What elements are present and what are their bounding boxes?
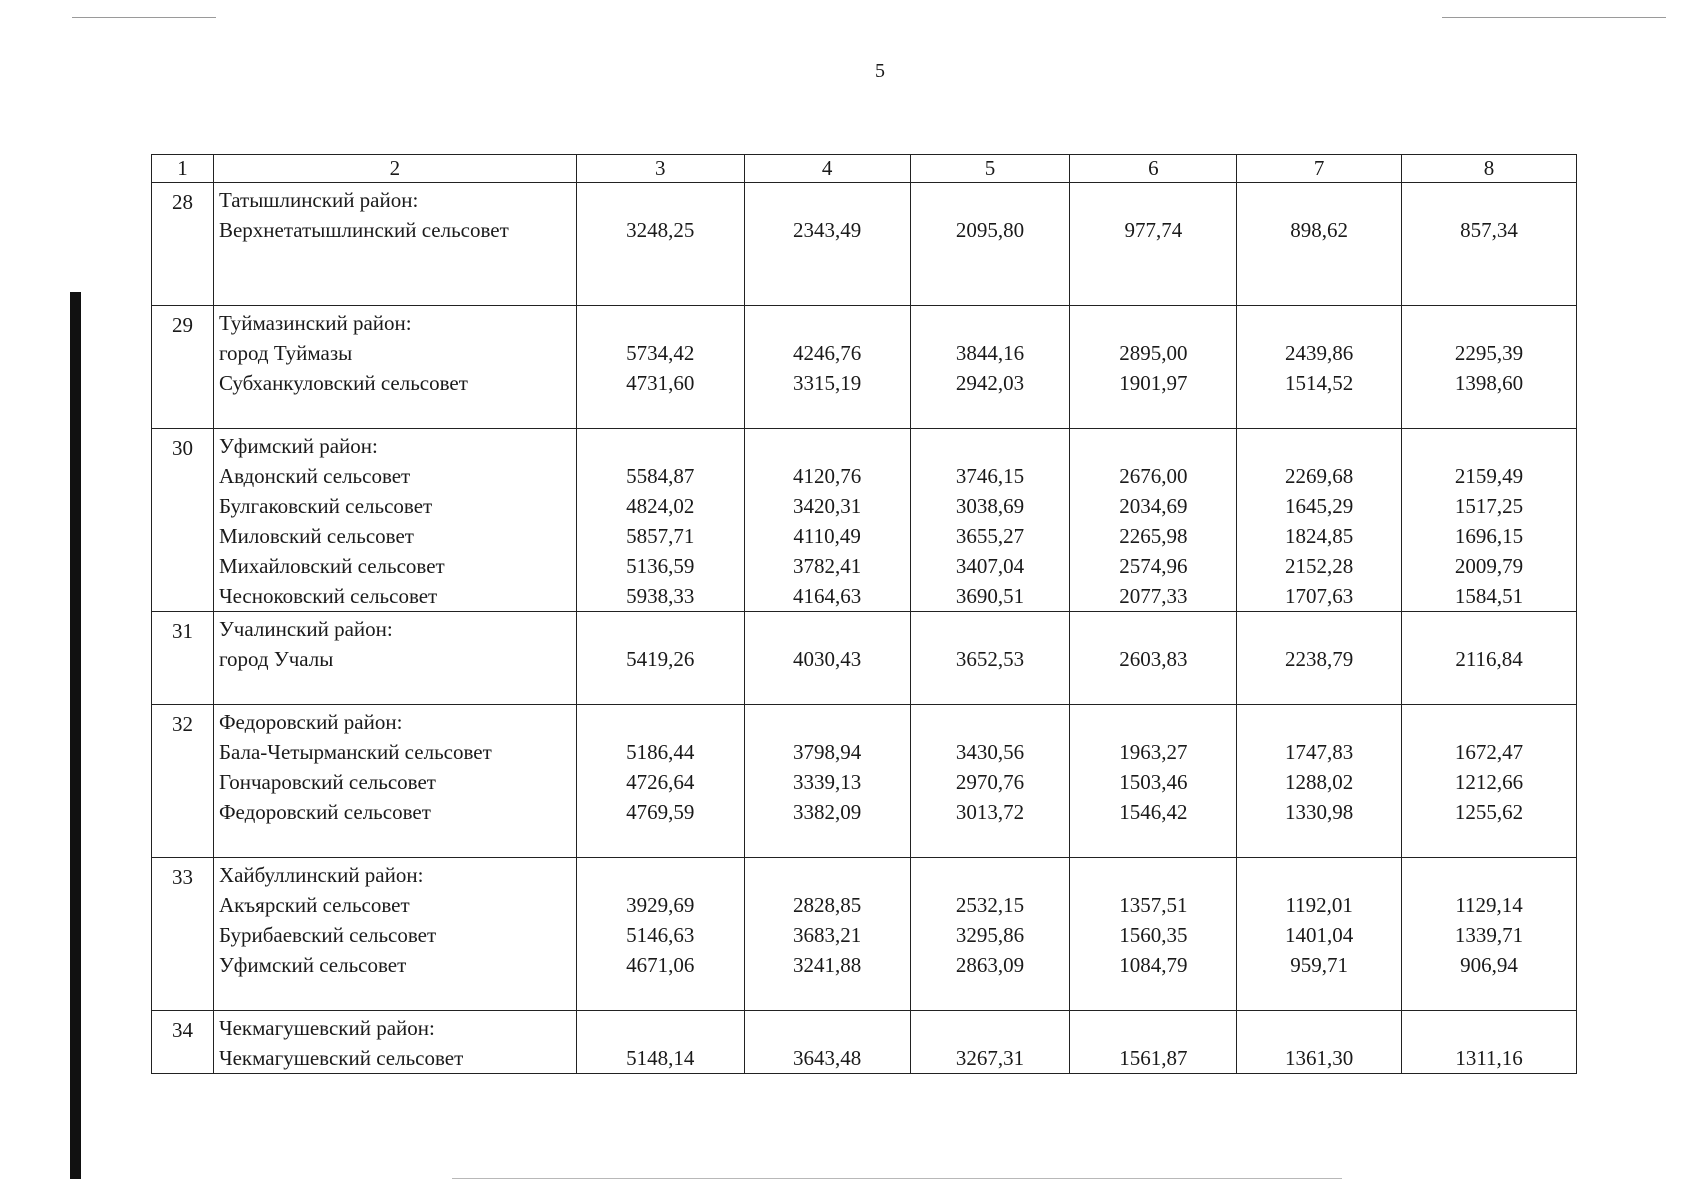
value-column-5-cell: [910, 429, 1070, 612]
numeric-value: 2269,68: [1285, 464, 1354, 488]
numeric-value: 3655,27: [955, 524, 1025, 548]
numeric-value: 2295,39: [1454, 341, 1524, 365]
numeric-value: 2116,84: [1455, 647, 1523, 671]
numeric-value: 2265,98: [1119, 524, 1188, 548]
numeric-value: 3295,86: [955, 923, 1025, 947]
spacer-line: [911, 185, 1070, 215]
value-column-6-cell: [1070, 429, 1237, 612]
value-column-3-cell: [576, 858, 744, 1011]
settlement-name: Федоровский сельсовет: [218, 800, 431, 824]
row-number: 28: [152, 183, 214, 306]
numeric-value: 3782,41: [792, 554, 862, 578]
spacer-line: [219, 245, 572, 275]
row-number: 34: [152, 1011, 214, 1074]
value-column-7-cell: [1237, 705, 1402, 858]
settlement-name: Чесноковский сельсовет: [218, 584, 438, 608]
value-column-8-cell: [1402, 429, 1577, 612]
value-column-4-cell: [744, 1011, 910, 1074]
numeric-value: 1212,66: [1454, 770, 1524, 794]
numeric-value: 1255,62: [1454, 800, 1524, 824]
settlement-name: Чекмагушевский сельсовет: [218, 1046, 464, 1070]
numeric-value: 1361,30: [1285, 1046, 1354, 1070]
district-name: Хайбуллинский район:: [218, 863, 424, 887]
numeric-value: 2532,15: [955, 893, 1025, 917]
settlement-name: город Туймазы: [218, 341, 353, 365]
district-name: Учалинский район:: [218, 617, 393, 641]
numeric-value: 4731,60: [626, 371, 695, 395]
spacer-line: [745, 1013, 910, 1043]
numeric-value: 3690,51: [955, 584, 1025, 608]
numeric-value: 1963,27: [1119, 740, 1188, 764]
numeric-value: 1546,42: [1119, 800, 1188, 824]
value-column-7-cell: [1237, 306, 1402, 429]
numeric-value: 2676,00: [1119, 464, 1188, 488]
settlement-name: Уфимский сельсовет: [218, 953, 407, 977]
settlement-name: Бала-Четырманский сельсовет: [218, 740, 492, 764]
value-column-6-cell: [1070, 183, 1237, 306]
numeric-value: 1398,60: [1454, 371, 1524, 395]
top-left-rule: [72, 17, 216, 18]
numeric-value: 1696,15: [1454, 524, 1524, 548]
numeric-value: 4769,59: [626, 800, 695, 824]
spacer-line: [911, 308, 1070, 338]
numeric-value: 4164,63: [792, 584, 862, 608]
numeric-value: 1339,71: [1454, 923, 1524, 947]
settlement-name: Субханкуловский сельсовет: [218, 371, 468, 395]
scan-edge-bar: [70, 292, 81, 1179]
numeric-value: 2095,80: [955, 218, 1025, 242]
numeric-value: 3013,72: [955, 800, 1025, 824]
row-number: 33: [152, 858, 214, 1011]
territory-names-cell: [213, 429, 576, 612]
numeric-value: 3382,09: [792, 800, 862, 824]
numeric-value: 2942,03: [955, 371, 1025, 395]
value-column-3-cell: [576, 1011, 744, 1074]
spacer-line: [745, 431, 910, 461]
numeric-value: 1901,97: [1119, 371, 1188, 395]
numeric-value: 2034,69: [1119, 494, 1188, 518]
numeric-value: 2574,96: [1119, 554, 1188, 578]
column-number: 5: [910, 155, 1070, 183]
spacer-line: [219, 674, 572, 704]
settlement-name: Булгаковский сельсовет: [218, 494, 433, 518]
numeric-value: 4120,76: [792, 464, 862, 488]
value-column-7-cell: [1237, 429, 1402, 612]
numeric-value: 3241,88: [792, 953, 862, 977]
settlement-name: Акъярский сельсовет: [218, 893, 410, 917]
numeric-value: 1517,25: [1454, 494, 1524, 518]
spacer-line: [1402, 614, 1576, 644]
spacer-line: [1237, 860, 1401, 890]
spacer-line: [1237, 185, 1401, 215]
value-column-3-cell: [576, 429, 744, 612]
numeric-value: 5857,71: [626, 524, 695, 548]
numeric-value: 1824,85: [1285, 524, 1354, 548]
numeric-value: 2603,83: [1119, 647, 1188, 671]
district-name: Татышлинский район:: [218, 188, 419, 212]
spacer-line: [1070, 308, 1236, 338]
column-number: 2: [213, 155, 576, 183]
column-number: 1: [152, 155, 214, 183]
value-column-5-cell: [910, 705, 1070, 858]
numeric-value: 3420,31: [792, 494, 862, 518]
numeric-value: 1330,98: [1285, 800, 1354, 824]
spacer-line: [1237, 308, 1401, 338]
spacer-line: [1402, 707, 1576, 737]
numeric-value: 4824,02: [626, 494, 695, 518]
page-number: 5: [875, 60, 885, 82]
value-column-5-cell: [910, 183, 1070, 306]
value-column-3-cell: [576, 705, 744, 858]
district-group-row: [152, 306, 1577, 429]
value-column-3-cell: [576, 306, 744, 429]
numeric-value: 857,34: [1460, 218, 1518, 242]
numeric-value: 1288,02: [1285, 770, 1354, 794]
value-column-5-cell: [910, 858, 1070, 1011]
district-group-row: [152, 612, 1577, 705]
numeric-value: 3683,21: [792, 923, 862, 947]
settlement-name: Бурибаевский сельсовет: [218, 923, 437, 947]
value-column-7-cell: [1237, 1011, 1402, 1074]
numeric-value: 5146,63: [626, 923, 695, 947]
value-column-6-cell: [1070, 1011, 1237, 1074]
column-number: 7: [1237, 155, 1402, 183]
spacer-line: [745, 614, 910, 644]
spacer-line: [1237, 614, 1401, 644]
numeric-value: 1357,51: [1119, 893, 1188, 917]
spacer-line: [1402, 431, 1576, 461]
settlement-name: Гончаровский сельсовет: [218, 770, 436, 794]
spacer-line: [1402, 308, 1576, 338]
value-column-7-cell: [1237, 612, 1402, 705]
numeric-value: 1560,35: [1119, 923, 1188, 947]
column-number: 3: [576, 155, 744, 183]
value-column-6-cell: [1070, 858, 1237, 1011]
spacer-line: [745, 185, 910, 215]
settlement-name: Верхнетатышлинский сельсовет: [218, 218, 509, 242]
territory-names-cell: [213, 705, 576, 858]
numeric-value: 3038,69: [955, 494, 1025, 518]
value-column-6-cell: [1070, 705, 1237, 858]
spacer-line: [1402, 185, 1576, 215]
value-column-6-cell: [1070, 612, 1237, 705]
numeric-value: 3929,69: [626, 893, 695, 917]
numeric-value: 3315,19: [792, 371, 862, 395]
district-name: Чекмагушевский район:: [218, 1016, 435, 1040]
numeric-value: 3844,16: [955, 341, 1025, 365]
numeric-value: 2152,28: [1285, 554, 1354, 578]
settlement-name: Миловский сельсовет: [218, 524, 414, 548]
column-number-row: [152, 155, 1577, 183]
value-column-8-cell: [1402, 1011, 1577, 1074]
district-name: Федоровский район:: [218, 710, 403, 734]
numeric-value: 5938,33: [626, 584, 695, 608]
numeric-value: 5419,26: [626, 647, 695, 671]
numeric-value: 1672,47: [1454, 740, 1524, 764]
spacer-line: [1402, 860, 1576, 890]
numeric-value: 1084,79: [1119, 953, 1188, 977]
numeric-value: 1707,63: [1285, 584, 1354, 608]
spacer-line: [1237, 1013, 1401, 1043]
numeric-value: 3643,48: [792, 1046, 862, 1070]
spacer-line: [577, 431, 744, 461]
spacer-line: [1402, 1013, 1576, 1043]
value-column-3-cell: [576, 612, 744, 705]
top-right-rule: [1442, 17, 1666, 18]
value-column-7-cell: [1237, 858, 1402, 1011]
value-column-8-cell: [1402, 858, 1577, 1011]
numeric-value: 959,71: [1290, 953, 1349, 977]
settlement-name: город Учалы: [218, 647, 334, 671]
numeric-value: 1645,29: [1285, 494, 1354, 518]
spacer-line: [911, 707, 1070, 737]
spacer-line: [1070, 860, 1236, 890]
column-number: 4: [744, 155, 910, 183]
numeric-value: 977,74: [1124, 218, 1183, 242]
territory-names-cell: [213, 1011, 576, 1074]
territory-names-cell: [213, 612, 576, 705]
numeric-value: 5734,42: [626, 341, 695, 365]
territory-names-cell: [213, 183, 576, 306]
numeric-value: 4246,76: [792, 341, 862, 365]
numeric-value: 2970,76: [955, 770, 1025, 794]
numeric-value: 1311,16: [1455, 1046, 1523, 1070]
district-name: Туймазинский район:: [218, 311, 412, 335]
numeric-value: 1129,14: [1455, 893, 1523, 917]
district-group-row: [152, 858, 1577, 1011]
value-column-5-cell: [910, 306, 1070, 429]
spacer-line: [1237, 431, 1401, 461]
spacer-line: [577, 1013, 744, 1043]
numeric-value: 2895,00: [1119, 341, 1188, 365]
value-column-4-cell: [744, 306, 910, 429]
value-column-7-cell: [1237, 183, 1402, 306]
numeric-value: 2863,09: [955, 953, 1025, 977]
numeric-value: 906,94: [1460, 953, 1518, 977]
territory-names-cell: [213, 306, 576, 429]
numeric-value: 1514,52: [1285, 371, 1354, 395]
numeric-value: 2238,79: [1285, 647, 1354, 671]
district-group-row: [152, 1011, 1577, 1074]
spacer-line: [577, 185, 744, 215]
numeric-value: 898,62: [1290, 218, 1349, 242]
numeric-value: 2343,49: [792, 218, 862, 242]
row-number: 29: [152, 306, 214, 429]
numeric-value: 3407,04: [955, 554, 1025, 578]
table-body: [152, 155, 1577, 1074]
numeric-value: 3746,15: [955, 464, 1025, 488]
column-number: 6: [1070, 155, 1237, 183]
numeric-value: 2439,86: [1285, 341, 1354, 365]
row-number: 31: [152, 612, 214, 705]
value-column-8-cell: [1402, 612, 1577, 705]
numeric-value: 1584,51: [1454, 584, 1524, 608]
spacer-line: [219, 827, 572, 857]
row-number: 30: [152, 429, 214, 612]
spacer-line: [1070, 185, 1236, 215]
spacer-line: [1070, 707, 1236, 737]
numeric-value: 4030,43: [792, 647, 862, 671]
spacer-line: [911, 614, 1070, 644]
column-number: 8: [1402, 155, 1577, 183]
numeric-value: 1401,04: [1285, 923, 1354, 947]
data-table: [151, 154, 1577, 1074]
numeric-value: 1747,83: [1285, 740, 1354, 764]
value-column-6-cell: [1070, 306, 1237, 429]
numeric-value: 1192,01: [1285, 893, 1353, 917]
spacer-line: [745, 860, 910, 890]
spacer-line: [745, 707, 910, 737]
spacer-line: [577, 707, 744, 737]
numeric-value: 5148,14: [626, 1046, 695, 1070]
numeric-value: 1503,46: [1119, 770, 1188, 794]
value-column-8-cell: [1402, 183, 1577, 306]
spacer-line: [219, 275, 572, 305]
spacer-line: [1070, 431, 1236, 461]
spacer-line: [1070, 614, 1236, 644]
district-name: Уфимский район:: [218, 434, 378, 458]
district-group-row: [152, 705, 1577, 858]
value-column-8-cell: [1402, 705, 1577, 858]
spacer-line: [911, 860, 1070, 890]
value-column-4-cell: [744, 183, 910, 306]
district-group-row: [152, 429, 1577, 612]
numeric-value: 5136,59: [626, 554, 695, 578]
value-column-3-cell: [576, 183, 744, 306]
bottom-rule: [452, 1178, 1342, 1179]
numeric-value: 1561,87: [1119, 1046, 1188, 1070]
value-column-5-cell: [910, 1011, 1070, 1074]
numeric-value: 2009,79: [1454, 554, 1524, 578]
spacer-line: [577, 308, 744, 338]
value-column-8-cell: [1402, 306, 1577, 429]
spacer-line: [577, 614, 744, 644]
numeric-value: 2159,49: [1454, 464, 1524, 488]
row-number: 32: [152, 705, 214, 858]
numeric-value: 4110,49: [793, 524, 861, 548]
numeric-value: 3652,53: [955, 647, 1025, 671]
spacer-line: [911, 431, 1070, 461]
numeric-value: 4726,64: [626, 770, 695, 794]
territory-names-cell: [213, 858, 576, 1011]
settlement-name: Михайловский сельсовет: [218, 554, 445, 578]
spacer-line: [577, 860, 744, 890]
value-column-5-cell: [910, 612, 1070, 705]
numeric-value: 3267,31: [955, 1046, 1025, 1070]
value-column-4-cell: [744, 612, 910, 705]
numeric-value: 5584,87: [626, 464, 695, 488]
numeric-value: 3248,25: [626, 218, 695, 242]
spacer-line: [1237, 707, 1401, 737]
numeric-value: 2828,85: [792, 893, 862, 917]
numeric-value: 2077,33: [1119, 584, 1188, 608]
spacer-line: [219, 980, 572, 1010]
value-column-4-cell: [744, 858, 910, 1011]
numeric-value: 5186,44: [626, 740, 695, 764]
numeric-value: 3798,94: [792, 740, 862, 764]
value-column-4-cell: [744, 429, 910, 612]
spacer-line: [219, 398, 572, 428]
settlement-name: Авдонский сельсовет: [218, 464, 411, 488]
district-group-row: [152, 183, 1577, 306]
numeric-value: 3430,56: [955, 740, 1025, 764]
spacer-line: [911, 1013, 1070, 1043]
spacer-line: [1070, 1013, 1236, 1043]
spacer-line: [745, 308, 910, 338]
value-column-4-cell: [744, 705, 910, 858]
numeric-value: 4671,06: [626, 953, 695, 977]
numeric-value: 3339,13: [792, 770, 862, 794]
